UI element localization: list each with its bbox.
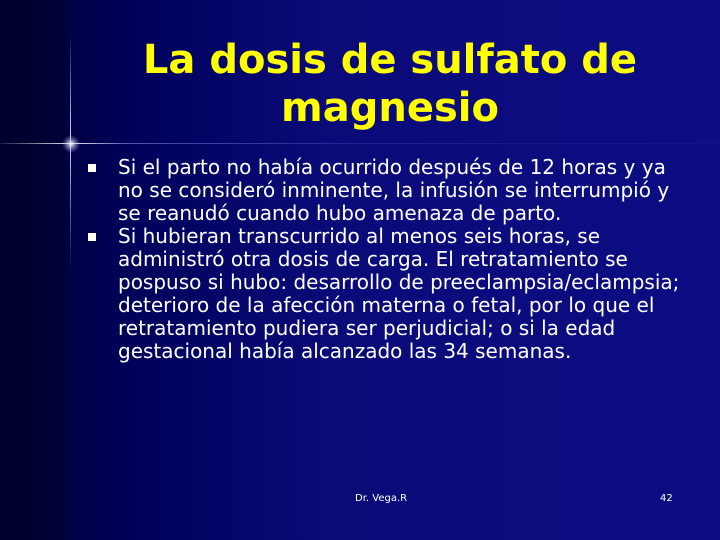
square-bullet-icon bbox=[88, 233, 96, 241]
bullet-text: Si el parto no había ocurrido después de 12 horas y ya no se consideró inminente, la infusión se interrumpió y se reanudó cuando hubo amenaza de parto. bbox=[118, 155, 670, 225]
bullet-item bbox=[84, 225, 684, 363]
slide-title: La dosis de sulfato de magnesio bbox=[142, 37, 638, 131]
slide-number: 42 bbox=[660, 493, 673, 504]
footer-author: Dr. Vega.R bbox=[355, 493, 408, 504]
square-bullet-icon bbox=[88, 164, 96, 172]
horizontal-flare-line bbox=[0, 143, 720, 144]
bullet-text: Si hubieran transcurrido al menos seis horas, se administró otra dosis de carga. El retratamiento se pospuso si hubo: desarrollo de preeclampsia/eclampsia; deterioro de la afección materna o fetal, por lo que el retratamiento pudiera ser perjudicial; o si la edad gestacional había alcanzado las 34 semanas. bbox=[118, 224, 680, 363]
bullet-item bbox=[84, 156, 684, 225]
bullet-list bbox=[84, 156, 684, 363]
star-flare-icon bbox=[62, 135, 80, 153]
left-decorative-band bbox=[0, 0, 66, 540]
